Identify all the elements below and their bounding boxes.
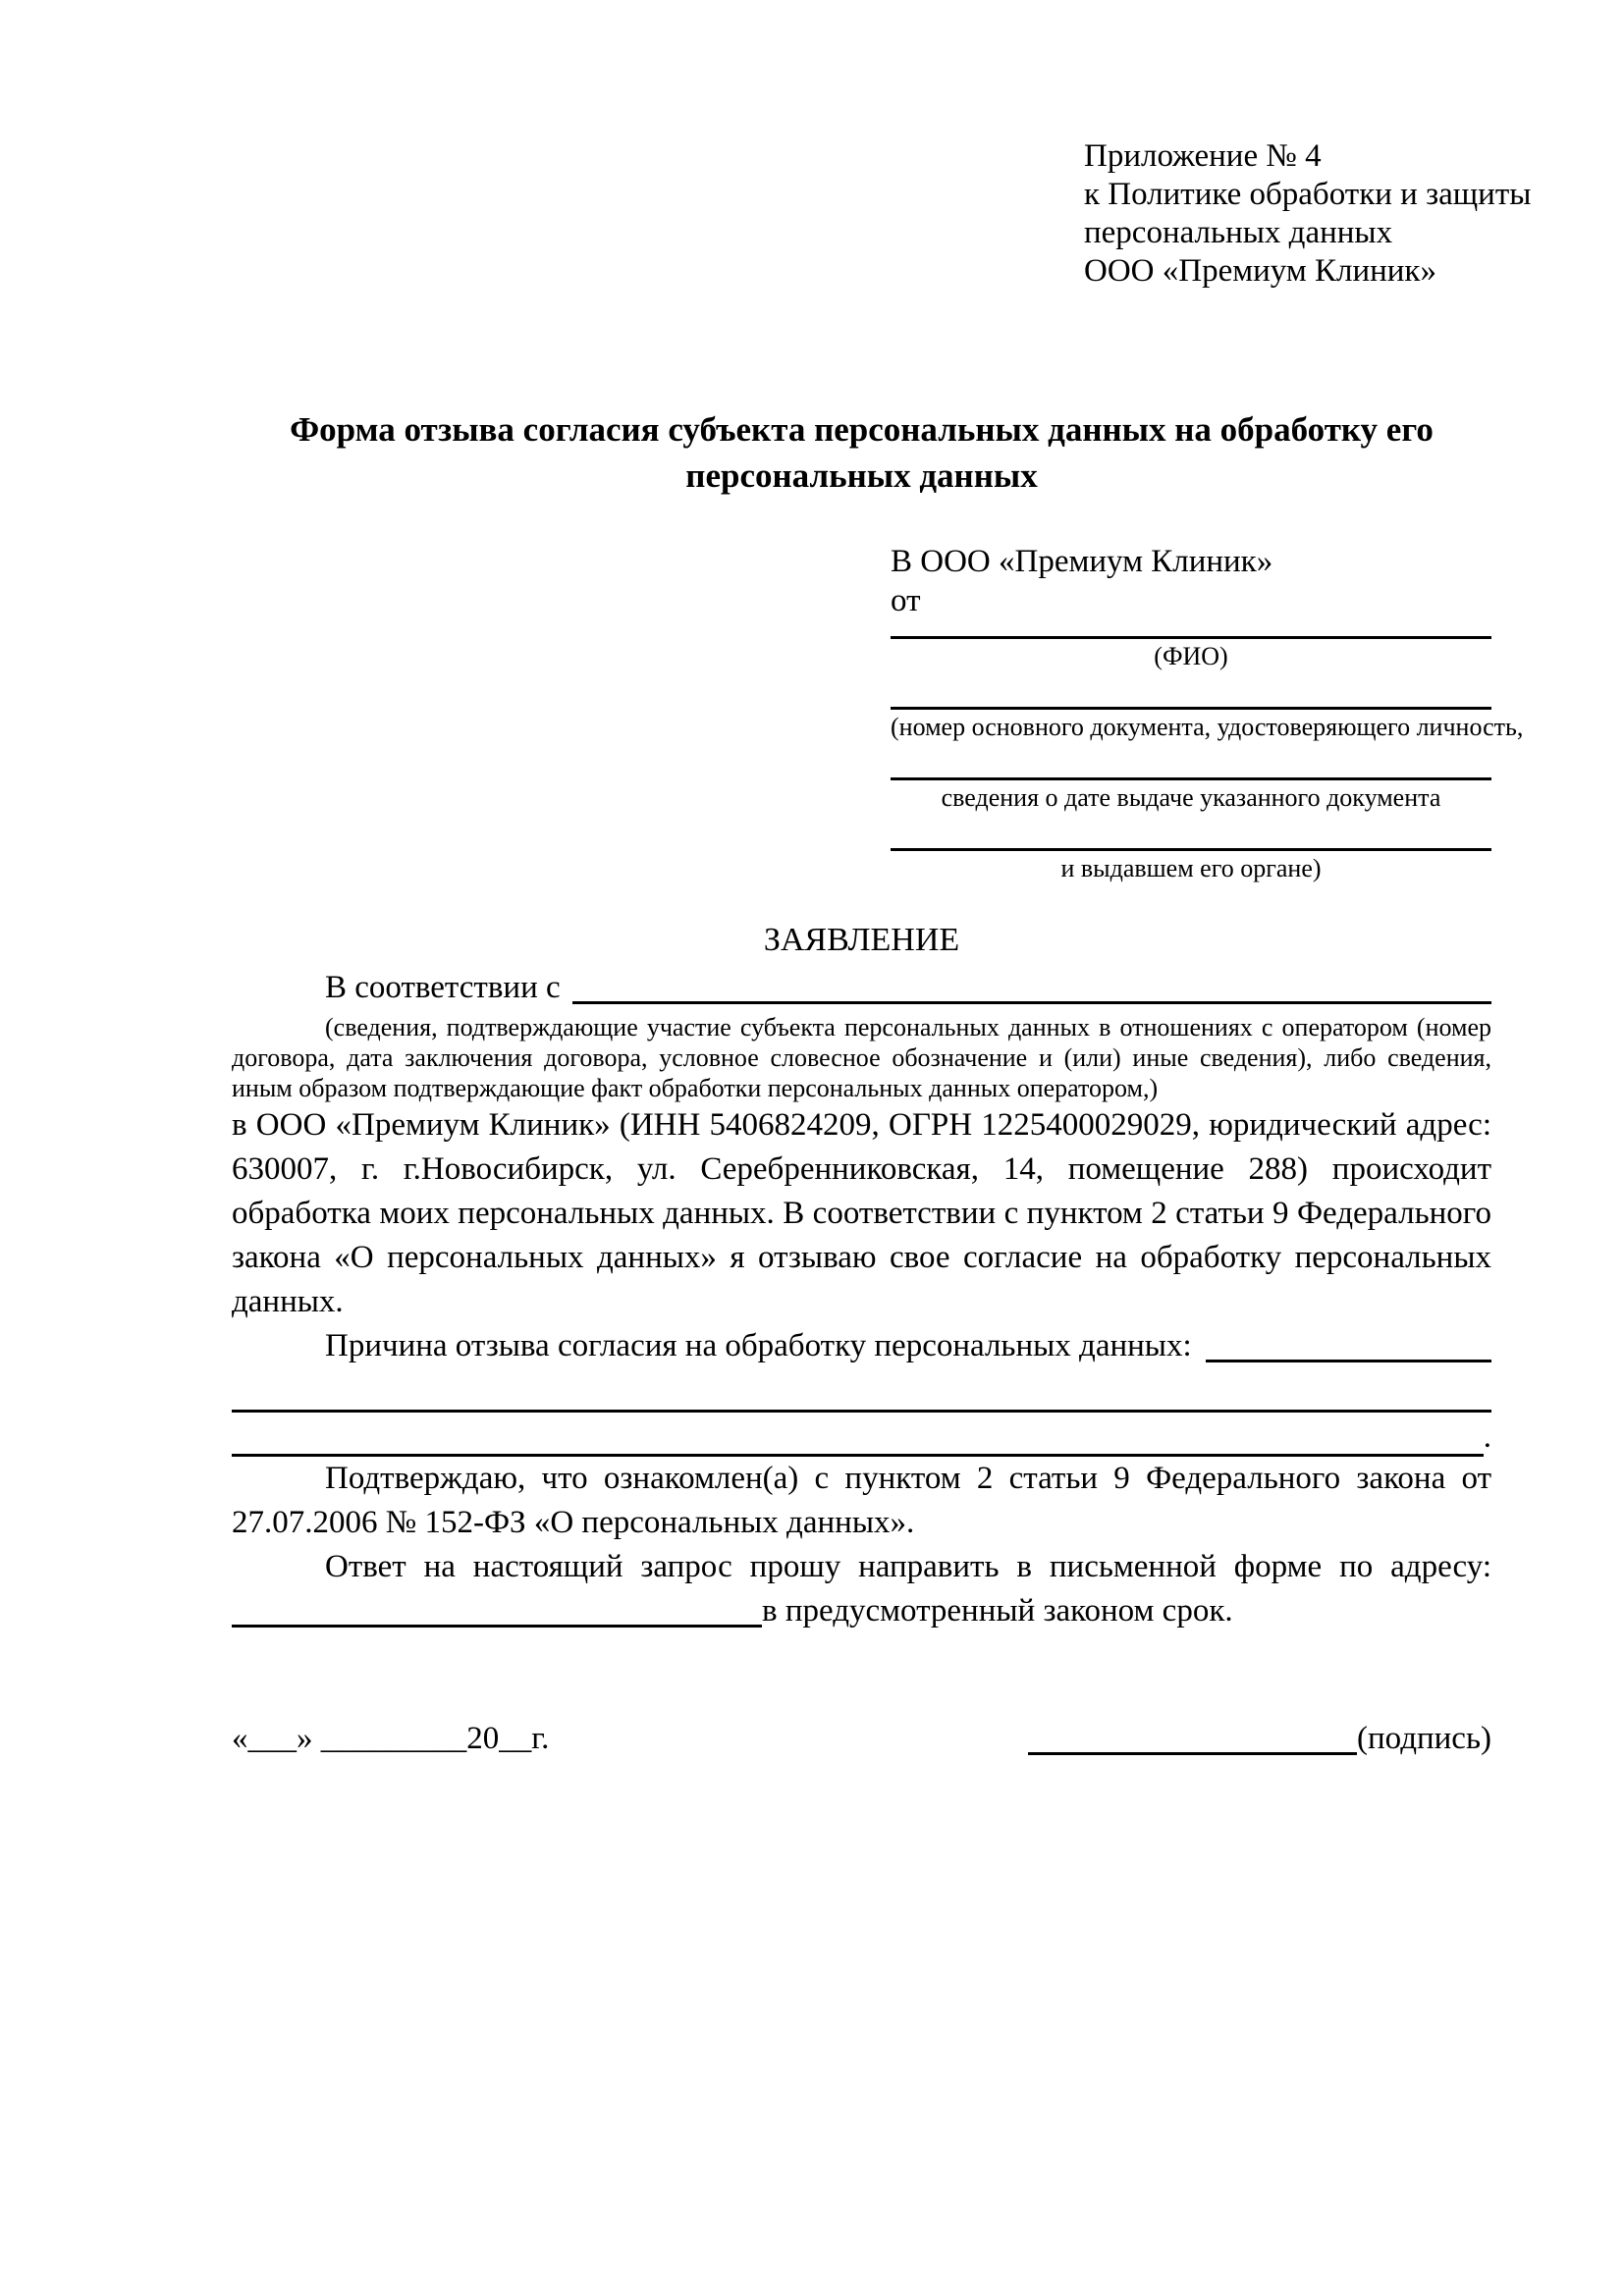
reply-address-row (232, 1589, 1491, 1633)
reply-suffix: в предусмотренный законом срок. (762, 1593, 1233, 1629)
reason-blank-line (1206, 1324, 1491, 1362)
appendix-header (1084, 137, 1532, 291)
issuing-authority-blank-line (891, 848, 1491, 851)
intro-prefix: В соответствии с (325, 970, 561, 1005)
appendix-line: к Политике обработки и защиты (1084, 177, 1532, 212)
date-line: «___» _________20__г. (232, 1721, 550, 1756)
statement-heading: ЗАЯВЛЕНИЕ (763, 922, 960, 958)
appendix-line: персональных данных (1084, 215, 1393, 250)
issue-date-label: сведения о дате выдаче указанного документа (941, 783, 1441, 812)
document-number-label: (номер основного документа, удостоверяющего личность, (891, 713, 1524, 741)
fio-blank-line (891, 636, 1491, 639)
body-paragraph: в ООО «Премиум Клиник» (ИНН 5406824209, ОГРН 1225400029029, юридический адрес: 630007, г. г.Новосибирск, ул. Серебренниковская, 14, помещение 288) происходит обработка моих персональных данных. В соответствии с пунктом 2 статьи 9 Федерального закона «О персональных данных» я отзываю свое согласие на обработку персональных данных. (232, 1107, 1491, 1319)
intro-blank-line (572, 966, 1491, 1004)
reason-row (232, 1324, 1491, 1368)
reason-blank-line-2 (232, 1368, 1491, 1413)
reason-label: Причина отзыва согласия на обработку персональных данных: (325, 1328, 1192, 1363)
issue-date-blank-line (891, 777, 1491, 780)
reply-request-paragraph: Ответ на настоящий запрос прошу направить в письменной форме по адресу: (325, 1549, 1491, 1584)
reason-terminator: . (1483, 1419, 1491, 1455)
signature-group (1028, 1717, 1491, 1761)
signature-footer (232, 1717, 1491, 1761)
confirmation-paragraph: Подтверждаю, что ознакомлен(а) с пунктом 2 статьи 9 Федерального закона от 27.07.2006 № 152-ФЗ «О персональных данных». (232, 1461, 1491, 1540)
addressee-to: В ООО «Премиум Клиник» (891, 544, 1273, 579)
fio-label: (ФИО) (1154, 642, 1228, 670)
address-blank-line (232, 1589, 762, 1628)
addressee-block (891, 542, 1524, 883)
intro-row (232, 966, 1491, 1010)
addressee-from-label: от (891, 583, 921, 618)
document-title: Форма отзыва согласия субъекта персональных данных на обработку его персональных данных (290, 410, 1434, 495)
appendix-line: ООО «Премиум Клиник» (1084, 253, 1436, 289)
reason-blank-line-3-rule (232, 1413, 1484, 1457)
document-number-blank-line (891, 707, 1491, 710)
signature-blank-line (1028, 1717, 1357, 1755)
issuing-authority-label: и выдавшем его органе) (1060, 854, 1322, 882)
signature-label: (подпись) (1357, 1721, 1491, 1756)
reason-blank-line-3 (232, 1413, 1491, 1457)
appendix-line: Приложение № 4 (1084, 138, 1322, 174)
footnote-text: (сведения, подтверждающие участие субъекта персональных данных в отношениях с оператором (номер договора, дата заключения договора, условное словесное обозначение и (или) иные сведения), либо сведения, иным образом подтверждающие факт обработки персональных данных оператором,) (232, 1013, 1491, 1102)
